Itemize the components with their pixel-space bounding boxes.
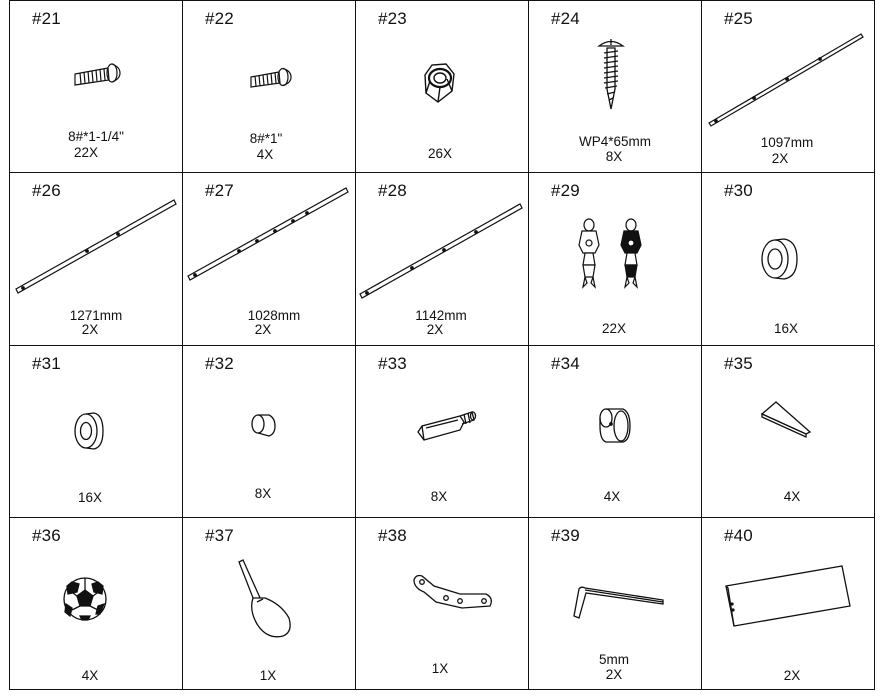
part-qty: 2X bbox=[771, 151, 789, 166]
part-qty: 2X bbox=[254, 322, 272, 338]
part-qty: 2X bbox=[783, 667, 801, 683]
part-number: #21 bbox=[32, 9, 61, 28]
part-number: #31 bbox=[32, 353, 61, 373]
part-cell-24 bbox=[529, 0, 702, 172]
part-cell-31 bbox=[10, 345, 183, 517]
part-cell-28 bbox=[356, 172, 529, 344]
part-qty: 4X bbox=[603, 488, 621, 504]
part-number: #33 bbox=[378, 353, 407, 373]
part-cell-33 bbox=[356, 345, 529, 517]
part-qty: 8X bbox=[254, 485, 272, 501]
part-cell-21 bbox=[10, 0, 183, 172]
part-cell-32 bbox=[183, 345, 356, 517]
part-qty: 2X bbox=[81, 322, 99, 338]
part-spec: 1028mm bbox=[247, 308, 301, 324]
part-cell-34 bbox=[529, 345, 702, 517]
part-cell-22 bbox=[183, 0, 356, 172]
part-cell-36 bbox=[10, 517, 183, 689]
part-qty: 4X bbox=[81, 667, 99, 683]
part-number: #24 bbox=[551, 9, 580, 28]
part-number: #28 bbox=[378, 181, 407, 201]
ring-icon bbox=[702, 173, 875, 344]
part-cell-30 bbox=[702, 172, 875, 344]
player-figures-icon bbox=[529, 173, 702, 344]
part-number: #37 bbox=[205, 525, 234, 545]
part-number: #35 bbox=[724, 353, 753, 373]
part-cell-37 bbox=[183, 517, 356, 689]
part-qty: 4X bbox=[256, 147, 274, 162]
part-cell-23 bbox=[356, 0, 529, 172]
parts-grid bbox=[9, 0, 875, 690]
part-spec: 1271mm bbox=[69, 308, 123, 324]
part-number: #40 bbox=[724, 525, 753, 545]
part-spec: 1097mm bbox=[760, 135, 814, 150]
part-qty: 16X bbox=[77, 489, 103, 505]
part-cell-35 bbox=[702, 345, 875, 517]
part-qty: 4X bbox=[783, 488, 801, 504]
part-qty: 26X bbox=[427, 146, 453, 161]
part-number: #30 bbox=[724, 181, 753, 201]
part-spec: 8#*1-1/4" bbox=[68, 129, 124, 144]
part-number: #27 bbox=[205, 181, 234, 201]
part-qty: 16X bbox=[773, 321, 799, 337]
part-cell-39 bbox=[529, 517, 702, 689]
part-cell-25 bbox=[702, 0, 875, 172]
part-qty: 2X bbox=[426, 322, 444, 338]
part-qty: 22X bbox=[73, 145, 99, 160]
part-qty: 2X bbox=[605, 666, 623, 682]
part-qty: 1X bbox=[259, 667, 277, 683]
part-qty: 8X bbox=[430, 488, 448, 504]
part-cell-27 bbox=[183, 172, 356, 344]
part-spec: 5mm bbox=[599, 651, 629, 667]
part-number: #32 bbox=[205, 353, 234, 373]
part-cell-38 bbox=[356, 517, 529, 689]
part-number: #39 bbox=[551, 525, 580, 545]
part-number: #36 bbox=[32, 525, 61, 545]
part-number: #29 bbox=[551, 181, 580, 201]
part-number: #25 bbox=[724, 9, 753, 28]
part-cell-29 bbox=[529, 172, 702, 344]
part-spec: 1142mm bbox=[415, 308, 467, 324]
part-qty: 22X bbox=[601, 321, 627, 337]
part-cell-40 bbox=[702, 517, 875, 689]
part-spec: WP4*65mm bbox=[578, 134, 651, 149]
part-spec: 8#*1" bbox=[249, 131, 283, 146]
part-number: #38 bbox=[378, 525, 407, 545]
part-number: #23 bbox=[378, 9, 407, 28]
part-number: #34 bbox=[551, 353, 580, 373]
part-qty: 1X bbox=[431, 660, 449, 676]
corner-panel-icon bbox=[702, 518, 875, 689]
part-cell-26 bbox=[10, 172, 183, 344]
part-number: #22 bbox=[205, 9, 234, 28]
part-qty: 8X bbox=[605, 149, 623, 164]
soccer-ball-icon bbox=[10, 518, 183, 689]
pump-needle-icon bbox=[183, 518, 356, 689]
part-number: #26 bbox=[32, 181, 61, 201]
